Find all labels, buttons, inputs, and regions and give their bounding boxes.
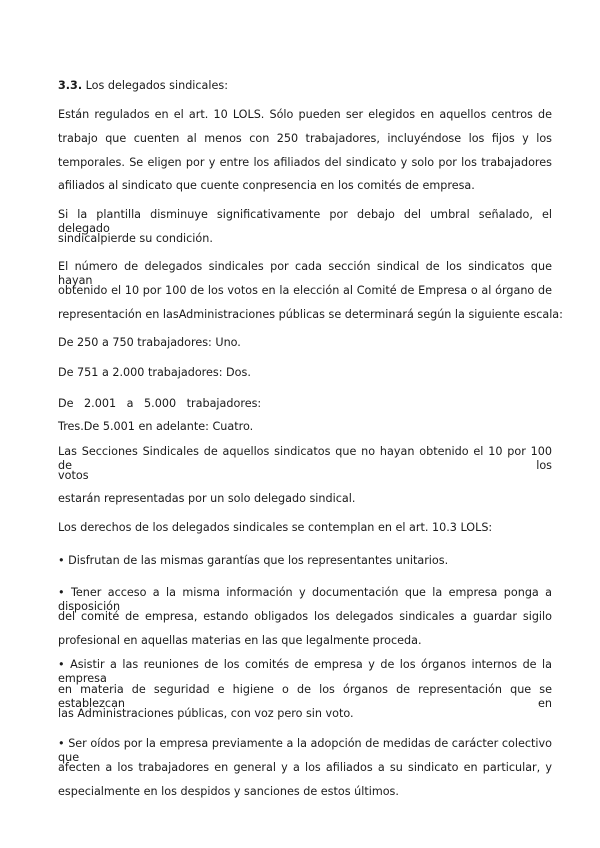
scale-item: De 250 a 750 trabajadores: Uno.	[58, 336, 241, 349]
text-line: en materia de seguridad e higiene o de los órganos de representación que se establezcan en	[58, 683, 552, 710]
bullet-item: • Ser oídos por la empresa previamente a la adopción de medidas de carácter colectivo que	[58, 737, 552, 764]
bullet-item: • Disfrutan de las mismas garantías que los representantes unitarios.	[58, 554, 449, 567]
text-line: afecten a los trabajadores en general y a los afiliados a su sindicato en particular, y	[58, 761, 552, 774]
text-line: temporales. Se eligen por y entre los afiliados del sindicato y solo por los trabajadores	[58, 156, 552, 169]
bullet-item: • Tener acceso a la misma información y documentación que la empresa ponga a disposición	[58, 586, 552, 613]
text-line: El número de delegados sindicales por cada sección sindical de los sindicatos que hayan	[58, 260, 552, 287]
text-line: obtenido el 10 por 100 de los votos en la elección al Comité de Empresa o al órgano de	[58, 284, 552, 297]
section-heading	[58, 79, 228, 93]
text-line: Están regulados en el art. 10 LOLS. Sólo pueden ser elegidos en aquellos centros de	[58, 108, 552, 121]
text-line: especialmente en los despidos y sanciones de estos últimos.	[58, 785, 399, 798]
scale-item: Tres.De 5.001 en adelante: Cuatro.	[58, 420, 254, 433]
text-line: representación en lasAdministraciones públicas se determinará según la siguiente escala:	[58, 308, 563, 321]
section-number: 3.3.	[58, 79, 83, 92]
text-line: las Administraciones públicas, con voz pero sin voto.	[58, 707, 354, 720]
text-line: Si la plantilla disminuye significativamente por debajo del umbral señalado, el delegado	[58, 208, 552, 235]
text-line: estarán representadas por un solo delegado sindical.	[58, 492, 356, 505]
text-line: sindicalpierde su condición.	[58, 232, 213, 245]
text-line: afiliados al sindicato que cuente conpresencia en los comités de empresa.	[58, 179, 475, 192]
text-line: Los derechos de los delegados sindicales se contemplan en el art. 10.3 LOLS:	[58, 521, 493, 534]
scale-item: De 751 a 2.000 trabajadores: Dos.	[58, 366, 251, 379]
text-line: votos	[58, 469, 89, 482]
section-title: Los delegados sindicales:	[82, 79, 228, 92]
text-line: trabajo que cuenten al menos con 250 trabajadores, incluyéndose los fijos y los	[58, 132, 552, 145]
text-line: Las Secciones Sindicales de aquellos sindicatos que no hayan obtenido el 10 por 100 de los	[58, 445, 552, 472]
text-line: profesional en aquellas materias en las que legalmente proceda.	[58, 634, 422, 647]
scale-item: De 2.001 a 5.000 trabajadores:	[58, 397, 262, 410]
bullet-item: • Asistir a las reuniones de los comités de empresa y de los órganos internos de la empresa	[58, 658, 552, 685]
text-line: del comité de empresa, estando obligados los delegados sindicales a guardar sigilo	[58, 610, 552, 623]
